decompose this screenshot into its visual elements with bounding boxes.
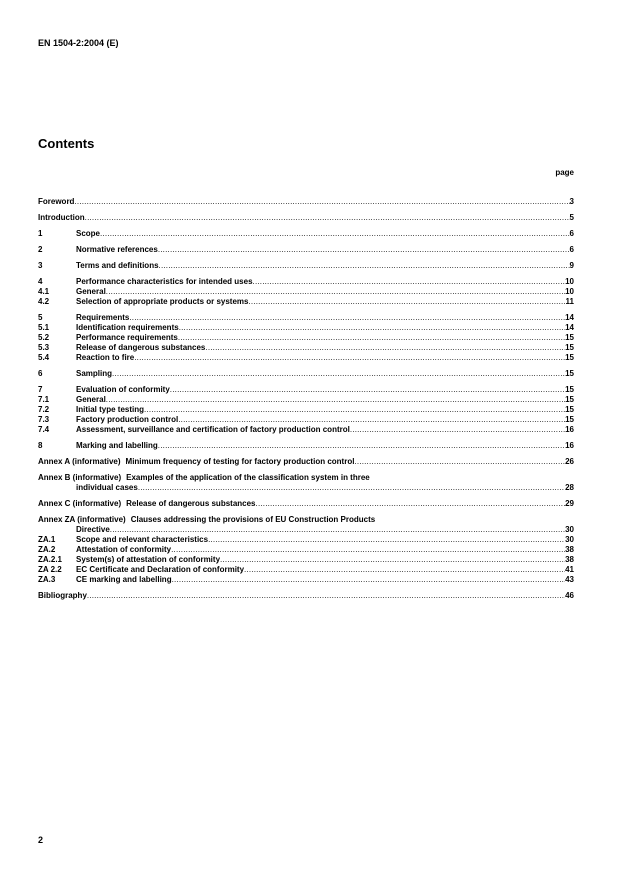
toc-page-number: 11 bbox=[565, 297, 574, 306]
toc-page-number: 14 bbox=[565, 323, 574, 332]
page-column-label: page bbox=[555, 168, 574, 177]
toc-label: General bbox=[76, 395, 106, 404]
toc-leader-dots bbox=[171, 545, 565, 555]
toc-page-number: 26 bbox=[565, 457, 574, 466]
toc-leader-dots bbox=[138, 483, 565, 493]
toc-entry-4-1[interactable] bbox=[38, 287, 574, 297]
toc-leader-dots bbox=[178, 415, 565, 425]
toc-page-number: 46 bbox=[565, 591, 574, 600]
toc-number: 8 bbox=[38, 441, 43, 450]
toc-number: 7 bbox=[38, 385, 43, 394]
toc-entry-2[interactable] bbox=[38, 245, 574, 255]
toc-page-number: 15 bbox=[565, 405, 574, 414]
toc-label: Requirements bbox=[76, 313, 130, 322]
toc-number: 7.4 bbox=[38, 425, 50, 434]
toc-label: Performance characteristics for intended uses bbox=[76, 277, 253, 286]
toc-entry-annex-za[interactable] bbox=[38, 515, 574, 525]
toc-leader-dots bbox=[350, 425, 565, 435]
toc-label: Terms and definitions bbox=[76, 261, 159, 270]
toc-entry-5-4[interactable] bbox=[38, 353, 574, 363]
toc-entry-za-2[interactable] bbox=[38, 545, 574, 555]
toc-number: 5.4 bbox=[38, 353, 50, 362]
toc-label: Factory production control bbox=[76, 415, 179, 424]
toc-entry-foreword[interactable] bbox=[38, 197, 574, 207]
toc-leader-dots bbox=[354, 457, 565, 467]
toc-label: Scope and relevant characteristics bbox=[76, 535, 209, 544]
toc-number: Annex ZA (informative) bbox=[38, 515, 126, 524]
toc-number: 7.3 bbox=[38, 415, 50, 424]
toc-page-number: 15 bbox=[565, 343, 574, 352]
toc-leader-dots bbox=[220, 555, 565, 565]
toc-leader-dots bbox=[248, 297, 565, 307]
toc-page-number: 43 bbox=[565, 575, 574, 584]
toc-leader-dots bbox=[158, 441, 565, 451]
toc-leader-dots bbox=[205, 343, 565, 353]
toc-leader-dots bbox=[85, 213, 570, 223]
toc-leader-dots bbox=[244, 565, 565, 575]
toc-label: General bbox=[76, 287, 106, 296]
toc-page-number: 15 bbox=[565, 385, 574, 394]
footer-page-number: 2 bbox=[38, 835, 44, 845]
toc-label: Marking and labelling bbox=[76, 441, 158, 450]
toc-leader-dots bbox=[74, 197, 569, 207]
toc-label: Attestation of conformity bbox=[76, 545, 172, 554]
toc-leader-dots bbox=[172, 575, 566, 585]
toc-page-number: 9 bbox=[569, 261, 574, 270]
toc-leader-dots bbox=[110, 525, 565, 535]
toc-entry-annex-b-continuation[interactable] bbox=[38, 483, 574, 493]
toc-page-number: 10 bbox=[565, 277, 574, 286]
toc-entry-za-2-1[interactable] bbox=[38, 555, 574, 565]
toc-label: Minimum frequency of testing for factory production control bbox=[125, 457, 355, 466]
page-title: Contents bbox=[38, 136, 95, 151]
toc-entry-3[interactable] bbox=[38, 261, 574, 271]
toc-label: Examples of the application of the classification system in three bbox=[126, 473, 370, 482]
toc-label: EC Certificate and Declaration of conformity bbox=[76, 565, 245, 574]
toc-entry-5[interactable] bbox=[38, 313, 574, 323]
toc-entry-annex-a[interactable] bbox=[38, 457, 574, 467]
toc-label: Identification requirements bbox=[76, 323, 179, 332]
toc-number: 5.1 bbox=[38, 323, 50, 332]
toc-label: Assessment, surveillance and certification of factory production control bbox=[76, 425, 350, 434]
toc-number: ZA 2.2 bbox=[38, 565, 62, 574]
toc-label: Evaluation of conformity bbox=[76, 385, 170, 394]
toc-leader-dots bbox=[159, 261, 570, 271]
toc-entry-5-1[interactable] bbox=[38, 323, 574, 333]
toc-leader-dots bbox=[253, 277, 566, 287]
toc-number: 5 bbox=[38, 313, 43, 322]
toc-number: Annex B (informative) bbox=[38, 473, 122, 482]
toc-label: System(s) of attestation of conformity bbox=[76, 555, 221, 564]
toc-label-continuation: Directive bbox=[76, 525, 110, 534]
toc-number: 2 bbox=[38, 245, 43, 254]
toc-number: 6 bbox=[38, 369, 43, 378]
toc-entry-5-2[interactable] bbox=[38, 333, 574, 343]
toc-label-continuation: individual cases bbox=[76, 483, 138, 492]
toc-page-number: 15 bbox=[565, 395, 574, 404]
toc-page-number: 10 bbox=[565, 287, 574, 296]
toc-number: 1 bbox=[38, 229, 43, 238]
toc-leader-dots bbox=[158, 245, 570, 255]
toc-entry-annex-za-continuation[interactable] bbox=[38, 525, 574, 535]
toc-label: Initial type testing bbox=[76, 405, 145, 414]
toc-label: Reaction to fire bbox=[76, 353, 135, 362]
toc-leader-dots bbox=[129, 313, 565, 323]
toc-page-number: 16 bbox=[565, 425, 574, 434]
toc-page-number: 38 bbox=[565, 555, 574, 564]
toc-leader-dots bbox=[178, 333, 565, 343]
toc-page-number: 15 bbox=[565, 333, 574, 342]
toc-number: ZA.3 bbox=[38, 575, 56, 584]
toc-entry-7-3[interactable] bbox=[38, 415, 574, 425]
toc-entry-bibliography[interactable] bbox=[38, 591, 574, 601]
toc-page-number: 38 bbox=[565, 545, 574, 554]
toc-entry-7-1[interactable] bbox=[38, 395, 574, 405]
toc-entry-8[interactable] bbox=[38, 441, 574, 451]
toc-number: ZA.2.1 bbox=[38, 555, 63, 564]
toc-number: 5.2 bbox=[38, 333, 50, 342]
toc-entry-annex-b[interactable] bbox=[38, 473, 574, 483]
toc-entry-6[interactable] bbox=[38, 369, 574, 379]
toc-page-number: 3 bbox=[569, 197, 574, 206]
toc-label: Sampling bbox=[76, 369, 113, 378]
toc-number: 4.2 bbox=[38, 297, 50, 306]
toc-page-number: 29 bbox=[565, 499, 574, 508]
toc-entry-7-4[interactable] bbox=[38, 425, 574, 435]
toc-page-number: 15 bbox=[565, 353, 574, 362]
toc-page-number: 14 bbox=[565, 313, 574, 322]
toc-number: 4.1 bbox=[38, 287, 50, 296]
toc-leader-dots bbox=[106, 287, 565, 297]
toc-entry-za-3[interactable] bbox=[38, 575, 574, 585]
toc-label: Normative references bbox=[76, 245, 158, 254]
toc-page-number: 30 bbox=[565, 525, 574, 534]
toc-label: Introduction bbox=[38, 213, 85, 222]
toc-leader-dots bbox=[170, 385, 565, 395]
toc-leader-dots bbox=[179, 323, 565, 333]
table-of-contents bbox=[38, 197, 574, 601]
toc-number: ZA.2 bbox=[38, 545, 56, 554]
toc-label: Scope bbox=[76, 229, 101, 238]
toc-entry-5-3[interactable] bbox=[38, 343, 574, 353]
toc-page-number: 6 bbox=[569, 245, 574, 254]
toc-entry-introduction[interactable] bbox=[38, 213, 574, 223]
toc-entry-annex-c[interactable] bbox=[38, 499, 574, 509]
toc-label: Bibliography bbox=[38, 591, 87, 600]
toc-page-number: 30 bbox=[565, 535, 574, 544]
toc-label: Release of dangerous substances bbox=[126, 499, 256, 508]
toc-page-number: 5 bbox=[569, 213, 574, 222]
toc-label: Release of dangerous substances bbox=[76, 343, 206, 352]
toc-number: 3 bbox=[38, 261, 43, 270]
toc-label: Performance requirements bbox=[76, 333, 178, 342]
toc-leader-dots bbox=[106, 395, 565, 405]
document-id: EN 1504-2:2004 (E) bbox=[38, 38, 119, 48]
toc-entry-7[interactable] bbox=[38, 385, 574, 395]
toc-page-number: 16 bbox=[565, 441, 574, 450]
toc-number: 7.2 bbox=[38, 405, 50, 414]
toc-label: Clauses addressing the provisions of EU Construction Products bbox=[130, 515, 376, 524]
toc-entry-7-2[interactable] bbox=[38, 405, 574, 415]
toc-label: CE marking and labelling bbox=[76, 575, 172, 584]
toc-leader-dots bbox=[112, 369, 565, 379]
toc-label: Foreword bbox=[38, 197, 75, 206]
toc-leader-dots bbox=[144, 405, 565, 415]
toc-leader-dots bbox=[100, 229, 570, 239]
toc-number: 7.1 bbox=[38, 395, 50, 404]
toc-number: 5.3 bbox=[38, 343, 50, 352]
toc-number: ZA.1 bbox=[38, 535, 56, 544]
toc-entry-za-2-2[interactable] bbox=[38, 565, 574, 575]
toc-page-number: 41 bbox=[565, 565, 574, 574]
toc-page-number: 28 bbox=[565, 483, 574, 492]
toc-leader-dots bbox=[87, 591, 565, 601]
toc-page-number: 15 bbox=[565, 369, 574, 378]
toc-leader-dots bbox=[256, 499, 566, 509]
toc-page-number: 15 bbox=[565, 415, 574, 424]
toc-leader-dots bbox=[208, 535, 565, 545]
toc-entry-1[interactable] bbox=[38, 229, 574, 239]
toc-number: 4 bbox=[38, 277, 43, 286]
toc-entry-4-2[interactable] bbox=[38, 297, 574, 307]
toc-number: Annex C (informative) bbox=[38, 499, 122, 508]
toc-number: Annex A (informative) bbox=[38, 457, 121, 466]
toc-leader-dots bbox=[134, 353, 565, 363]
toc-entry-4[interactable] bbox=[38, 277, 574, 287]
toc-entry-za-1[interactable] bbox=[38, 535, 574, 545]
toc-page-number: 6 bbox=[569, 229, 574, 238]
toc-label: Selection of appropriate products or systems bbox=[76, 297, 249, 306]
